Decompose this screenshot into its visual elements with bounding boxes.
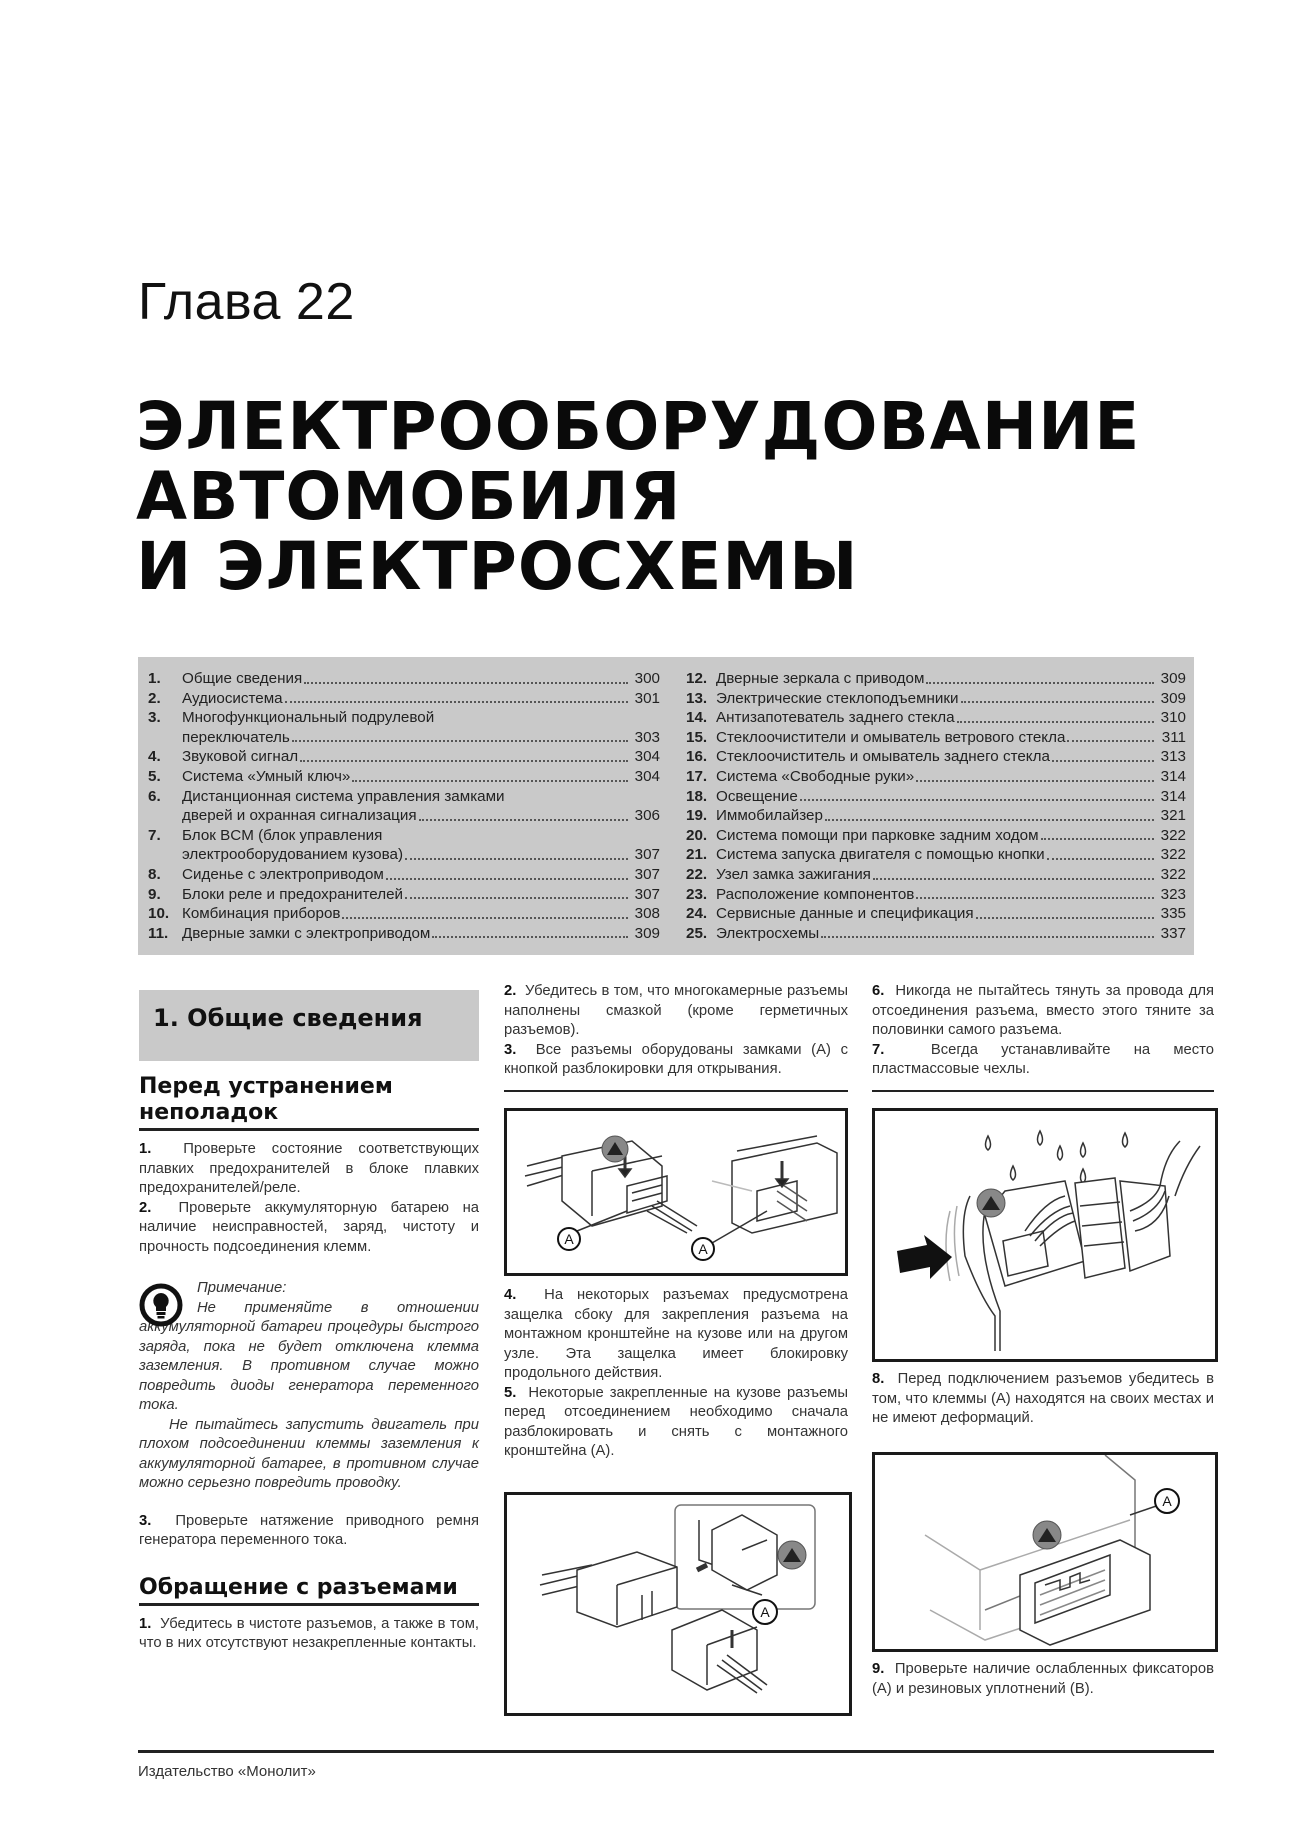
toc-column-left xyxy=(148,669,660,943)
toc-label: электрооборудованием кузова) xyxy=(182,846,404,864)
toc-item[interactable] xyxy=(686,904,1186,924)
toc-item[interactable] xyxy=(686,747,1186,767)
toc-num: 23. xyxy=(686,885,708,903)
divider xyxy=(504,1090,848,1092)
item-number: 5. xyxy=(504,1384,517,1401)
paragraph xyxy=(872,1041,1214,1080)
connector-lock-illustration xyxy=(507,1111,845,1273)
toc-label: Многофункциональный подрулевой xyxy=(182,709,435,727)
divider xyxy=(872,1090,1214,1092)
right-column-lower xyxy=(872,1660,1214,1699)
toc-num: 5. xyxy=(148,767,161,785)
publisher-footer: Издательство «Монолит» xyxy=(138,1763,316,1780)
paragraph xyxy=(139,1140,479,1199)
lightbulb-icon xyxy=(139,1283,183,1327)
toc-label: Электрические стеклоподъемники xyxy=(716,689,959,707)
toc-item[interactable] xyxy=(686,806,1186,826)
callout-a xyxy=(558,1228,580,1250)
toc-item[interactable] xyxy=(148,826,660,846)
toc-page: 314 xyxy=(1160,767,1186,785)
toc-label: Блок BCM (блок управления xyxy=(182,826,383,844)
svg-text:A: A xyxy=(698,1241,708,1257)
svg-text:A: A xyxy=(1162,1493,1172,1509)
toc-page: 322 xyxy=(1160,846,1186,864)
paragraph xyxy=(872,1370,1214,1429)
toc-num: 9. xyxy=(148,885,161,903)
item-number: 2. xyxy=(504,983,517,999)
toc-label: Блоки реле и предохранителей xyxy=(182,885,404,903)
toc-num: 13. xyxy=(686,689,708,707)
subsection-title: Обращение с разъемами xyxy=(139,1575,479,1606)
section-title: 1. Общие сведения xyxy=(153,1004,423,1032)
toc-item[interactable] xyxy=(148,747,660,767)
footer-divider xyxy=(138,1750,1214,1753)
toc-label: Комбинация приборов xyxy=(182,905,341,923)
item-text: Все разъемы оборудованы замками (A) с кнопкой разблокировки для открывания. xyxy=(504,1041,848,1077)
chapter-title-line: ЭЛЕКТРООБОРУДОВАНИЕ xyxy=(136,388,1141,465)
toc-page: 309 xyxy=(1160,689,1186,707)
callout-a xyxy=(753,1600,777,1624)
paragraph xyxy=(504,1384,848,1462)
item-text: Проверьте наличие ослабленных фиксаторов (A) и резиновых уплотнений (B). xyxy=(872,1661,1214,1697)
toc-item-continued[interactable] xyxy=(148,806,660,826)
toc-item[interactable] xyxy=(148,865,660,885)
chapter-title-line: АВТОМОБИЛЯ xyxy=(136,458,682,535)
plastic-cover-illustration xyxy=(875,1111,1215,1359)
toc-page: 335 xyxy=(1160,905,1186,923)
toc-page: 304 xyxy=(634,767,660,785)
toc-num: 17. xyxy=(686,767,708,785)
item-number: 1. xyxy=(139,1615,152,1632)
toc-num: 12. xyxy=(686,670,708,687)
toc-item[interactable] xyxy=(148,924,660,944)
figure-connector-bracket xyxy=(504,1492,852,1716)
note-text: Не пытайтесь запустить двигатель при плохом подсоединении клеммы заземления к аккумуляторной батарее, в противном случае можно серьезно повредить проводку. xyxy=(139,1416,479,1491)
toc-label: Расположение компонентов xyxy=(716,885,915,903)
toc-num: 21. xyxy=(686,846,708,864)
item-number: 9. xyxy=(872,1661,885,1677)
item-text: Некоторые закрепленные на кузове разъемы перед отсоединением необходимо сначала разблокировать и снять с монтажного кронштейна (A). xyxy=(504,1384,848,1459)
callout-a xyxy=(1155,1489,1179,1513)
right-column-middle xyxy=(872,1370,1214,1429)
paragraph xyxy=(139,1199,479,1258)
toc-num: 15. xyxy=(686,728,708,746)
paragraph xyxy=(139,1512,479,1551)
toc-page: 307 xyxy=(634,885,660,903)
toc-label: Сиденье с электроприводом xyxy=(182,865,384,883)
svg-text:A: A xyxy=(564,1231,574,1247)
toc-page: 309 xyxy=(634,924,660,942)
note-text: Не применяйте в отношении аккумуляторной батареи процедуры быстрого заряда, пока не будет отключена клемма заземления. В противном случае можно повредить диоды генератора переменного тока. xyxy=(139,1299,479,1413)
water-drop-icons xyxy=(986,1131,1128,1183)
toc-label: Дверные зеркала с приводом xyxy=(716,670,925,687)
paragraph xyxy=(504,1286,848,1384)
item-number: 2. xyxy=(139,1199,152,1216)
toc-item[interactable] xyxy=(148,767,660,787)
paragraph xyxy=(872,982,1214,1041)
toc-num: 24. xyxy=(686,905,708,923)
paragraph xyxy=(139,1615,479,1654)
item-text: Проверьте состояние соответствующих плавких предохранителей в блоке плавких предохранителей/реле. xyxy=(139,1141,479,1196)
toc-label: Освещение xyxy=(716,787,798,805)
paragraph xyxy=(504,982,848,1041)
toc-item[interactable] xyxy=(686,767,1186,787)
toc-page: 303 xyxy=(634,728,660,746)
toc-num: 2. xyxy=(148,689,161,707)
note-block xyxy=(139,1279,479,1494)
item-text: На некоторых разъемах предусмотрена защелка сбоку для закрепления разъема на монтажном кронштейне на кузове или на другом узле. Эта защелка имеет блокировку продольного действия. xyxy=(504,1287,848,1381)
toc-num: 4. xyxy=(148,748,161,766)
middle-column xyxy=(504,982,848,1092)
subsection-title: Перед устранением неполадок xyxy=(139,1074,479,1131)
toc-num: 22. xyxy=(686,865,708,883)
toc-label: Дистанционная система управления замками xyxy=(182,787,505,805)
toc-label: Сервисные данные и спецификация xyxy=(716,905,974,923)
figure-terminal-check xyxy=(872,1452,1218,1652)
toc-item[interactable] xyxy=(686,885,1186,905)
terminal-check-illustration xyxy=(875,1455,1215,1649)
toc-page: 304 xyxy=(634,748,660,766)
svg-text:A: A xyxy=(760,1604,770,1620)
left-column xyxy=(139,1074,479,1654)
toc-item[interactable] xyxy=(148,689,660,709)
arrow-icon xyxy=(897,1235,952,1279)
toc-label: Стеклоочистители и омыватель ветрового стекла xyxy=(716,728,1066,746)
toc-label: Стеклоочиститель и омыватель заднего стекла xyxy=(716,748,1050,766)
item-text: Никогда не пытайтесь тянуть за провода для отсоединения разъема, вместо этого тяните за половинки самого разъема. xyxy=(872,983,1214,1038)
toc-page: 308 xyxy=(634,905,660,923)
connector-bracket-illustration xyxy=(507,1495,849,1713)
toc-num: 10. xyxy=(148,905,170,923)
toc-item[interactable] xyxy=(686,669,1186,689)
item-text: Убедитесь в том, что многокамерные разъемы наполнены смазкой (кроме герметичных разъемов). xyxy=(504,983,848,1038)
toc-num: 3. xyxy=(148,709,161,727)
toc-item[interactable] xyxy=(686,787,1186,807)
toc-item[interactable] xyxy=(148,708,660,728)
item-number: 7. xyxy=(872,1041,885,1058)
toc-item[interactable] xyxy=(686,924,1186,944)
toc-num: 11. xyxy=(148,924,169,942)
toc-num: 7. xyxy=(148,826,161,844)
toc-item[interactable] xyxy=(686,845,1186,865)
item-number: 3. xyxy=(139,1512,152,1529)
toc-label: Система «Свободные руки» xyxy=(716,767,915,785)
toc-label: Общие сведения xyxy=(182,670,303,687)
toc-item[interactable] xyxy=(148,669,660,689)
item-number: 4. xyxy=(504,1287,517,1303)
toc-page: 311 xyxy=(1161,728,1186,746)
toc-label: Антизапотеватель заднего стекла xyxy=(716,709,955,727)
toc-label: Иммобилайзер xyxy=(716,807,823,825)
toc-page: 307 xyxy=(634,865,660,883)
toc-page: 310 xyxy=(1160,709,1186,727)
toc-label: Система помощи при парковке задним ходом xyxy=(716,826,1039,844)
toc-label: Электросхемы xyxy=(716,924,820,942)
note-label: Примечание: xyxy=(197,1280,287,1296)
toc-page: 306 xyxy=(634,807,660,825)
toc-item-continued[interactable] xyxy=(148,845,660,865)
toc-num: 16. xyxy=(686,748,708,766)
toc-item[interactable] xyxy=(686,728,1186,748)
toc-page: 309 xyxy=(1160,670,1186,687)
toc-item[interactable] xyxy=(686,826,1186,846)
toc-page: 300 xyxy=(634,670,660,687)
callout-a xyxy=(692,1238,714,1260)
section-header xyxy=(139,990,479,1061)
paragraph xyxy=(872,1660,1214,1699)
paragraph xyxy=(504,1041,848,1080)
item-text: Проверьте натяжение приводного ремня генератора переменного тока. xyxy=(139,1512,479,1548)
toc-item-continued[interactable] xyxy=(148,728,660,748)
toc-item[interactable] xyxy=(686,689,1186,709)
item-text: Перед подключением разъемов убедитесь в том, что клеммы (A) находятся на своих местах и не имеют деформаций. xyxy=(872,1371,1214,1426)
toc-label: переключатель xyxy=(182,728,290,746)
item-text: Всегда устанавливайте на место пластмассовые чехлы. xyxy=(872,1041,1214,1077)
toc-num: 20. xyxy=(686,826,708,844)
toc-page: 322 xyxy=(1160,865,1186,883)
toc-label: Аудиосистема xyxy=(182,689,283,707)
item-text: Убедитесь в чистоте разъемов, а также в том, что в них отсутствуют незакрепленные контакты. xyxy=(139,1615,479,1651)
toc-item[interactable] xyxy=(148,904,660,924)
toc-page: 322 xyxy=(1160,826,1186,844)
toc-page: 313 xyxy=(1160,748,1186,766)
item-text: Проверьте аккумуляторную батарею на наличие неисправностей, заряд, чистоту и прочность подсоединения клемм. xyxy=(139,1199,479,1255)
chapter-title-line: И ЭЛЕКТРОСХЕМЫ xyxy=(136,528,859,605)
toc-num: 8. xyxy=(148,865,161,883)
toc-label: Система запуска двигателя с помощью кнопки xyxy=(716,846,1045,864)
middle-column-lower xyxy=(504,1286,848,1462)
right-column xyxy=(872,982,1214,1092)
item-number: 3. xyxy=(504,1041,517,1058)
item-number: 6. xyxy=(872,983,885,999)
chapter-number: Глава 22 xyxy=(138,273,355,331)
toc-num: 6. xyxy=(148,787,161,805)
toc-page: 337 xyxy=(1160,924,1186,942)
toc-item[interactable] xyxy=(148,885,660,905)
toc-label: Система «Умный ключ» xyxy=(182,767,351,785)
toc-label: дверей и охранная сигнализация xyxy=(182,807,417,825)
toc-label: Дверные замки с электроприводом xyxy=(182,924,431,942)
toc-item[interactable] xyxy=(686,708,1186,728)
toc-item[interactable] xyxy=(148,787,660,807)
toc-num: 19. xyxy=(686,807,708,825)
toc-column-right xyxy=(686,669,1186,943)
item-number: 1. xyxy=(139,1141,152,1157)
toc-item[interactable] xyxy=(686,865,1186,885)
toc-label: Звуковой сигнал xyxy=(182,748,299,766)
figure-plastic-covers xyxy=(872,1108,1218,1362)
figure-connector-locks xyxy=(504,1108,848,1276)
table-of-contents xyxy=(138,657,1194,955)
toc-num: 1. xyxy=(148,670,161,687)
toc-num: 18. xyxy=(686,787,708,805)
toc-num: 25. xyxy=(686,924,708,942)
toc-page: 301 xyxy=(634,689,660,707)
toc-num: 14. xyxy=(686,709,708,727)
toc-page: 323 xyxy=(1160,885,1186,903)
toc-page: 321 xyxy=(1160,807,1186,825)
chapter-title xyxy=(136,388,1141,605)
toc-page: 314 xyxy=(1160,787,1186,805)
item-number: 8. xyxy=(872,1371,885,1387)
toc-page: 307 xyxy=(634,846,660,864)
toc-label: Узел замка зажигания xyxy=(716,865,871,883)
